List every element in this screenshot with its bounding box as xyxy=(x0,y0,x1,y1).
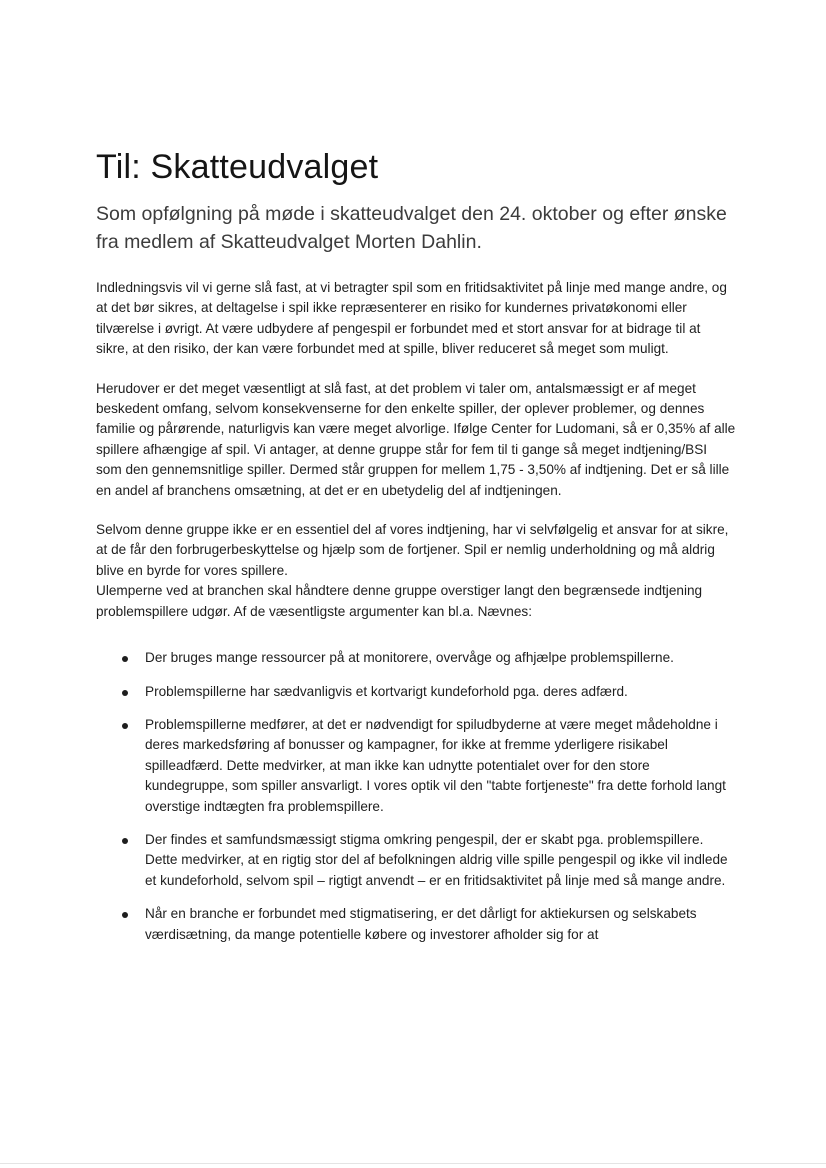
list-item-text: Problemspillerne medfører, at det er nødvendigt for spiludbyderne at være meget mådeholdne i deres markedsføring af bonusser og kampagner, for ikke at fremme yderligere risikabel spilleadfærd. Dette medvirker, at man ikke kan udnytte potentialet over for den store kundegruppe, som spiller ansvarligt. I vores optik vil den "tabte fortjeneste" fra dette forhold langt overstige indtægten fra problemspillere. xyxy=(145,716,726,814)
document-title: Til: Skatteudvalget xyxy=(96,148,379,186)
list-item xyxy=(96,830,736,891)
bullet-icon xyxy=(122,912,128,918)
document-body xyxy=(96,278,736,958)
list-item xyxy=(96,715,736,817)
bullet-icon xyxy=(122,838,128,844)
paragraph-disadvantages: Ulemperne ved at branchen skal håndtere denne gruppe overstiger langt den begrænsede indtjening problemspillere udgør. Af de væsentligste argumenter kan bl.a. Nævnes: xyxy=(96,583,703,619)
argument-list xyxy=(96,648,736,945)
list-item-text: Der findes et samfundsmæssigt stigma omkring pengespil, der er skabt pga. problemspillere. Dette medvirker, at en rigtig stor del af befolkningen aldrig ville spille pengespil og ikke vil indlede et kundeforhold, selvom spil – rigtigt anvendt – er en fritidsaktivitet på linje med så mange andre. xyxy=(145,831,728,888)
list-item xyxy=(96,682,736,702)
bullet-icon xyxy=(122,723,128,729)
scan-edge-divider xyxy=(0,1163,826,1164)
paragraph-problem-scope: Herudover er det meget væsentligt at slå fast, at det problem vi taler om, antalsmæssigt er af meget beskedent omfang, selvom konsekvenserne for den enkelte spiller, der oplever problemer, og dennes familie og pårørende, naturligvis kan være meget alvorlige. Ifølge Center for Ludomani, så er 0,35% af alle spillere afhængige af spil. Vi antager, at denne gruppe står for fem til ti gange så meget indtjening/BSI som den gennemsnitlige spiller. Dermed står gruppen for mellem 1,75 - 3,50% af indtjening. Det er så lille en andel af branchens omsætning, at det er en ubetydelig del af indtjeningen. xyxy=(96,380,736,498)
list-item-text: Der bruges mange ressourcer på at monitorere, overvåge og afhjælpe problemspillerne. xyxy=(145,650,674,666)
bullet-icon xyxy=(122,690,128,696)
list-item-text: Når en branche er forbundet med stigmatisering, er det dårligt for aktiekursen og selskabets værdisætning, da mange potentielle købere og investorer afholder sig for at xyxy=(145,906,697,942)
paragraph-responsibility: Selvom denne gruppe ikke er en essentiel del af vores indtjening, har vi selvfølgelig et ansvar for at sikre, at de får den forbrugerbeskyttelse og hjælp som de fortjener. Spil er nemlig underholdning og må aldrig blive en byrde for vores spillere. xyxy=(96,522,729,578)
list-item xyxy=(96,648,736,668)
list-item-text: Problemspillerne har sædvanligvis et kortvarigt kundeforhold pga. deres adfærd. xyxy=(145,683,628,699)
bullet-icon xyxy=(122,656,128,662)
paragraph-intro: Indledningsvis vil vi gerne slå fast, at vi betragter spil som en fritidsaktivitet på linje med mange andre, og at det bør sikres, at deltagelse i spil ikke repræsenterer en risiko for kundernes privatøkonomi eller tilværelse i øvrigt. At være udbydere af pengespil er forbundet med et stort ansvar for at bidrage til at sikre, at den risiko, der kan være forbundet med at spille, bliver reduceret så meget som muligt. xyxy=(96,280,727,357)
list-item xyxy=(96,904,736,945)
document-subtitle: Som opfølgning på møde i skatteudvalget den 24. oktober og efter ønske fra medlem af Skatteudvalget Morten Dahlin. xyxy=(96,203,727,253)
